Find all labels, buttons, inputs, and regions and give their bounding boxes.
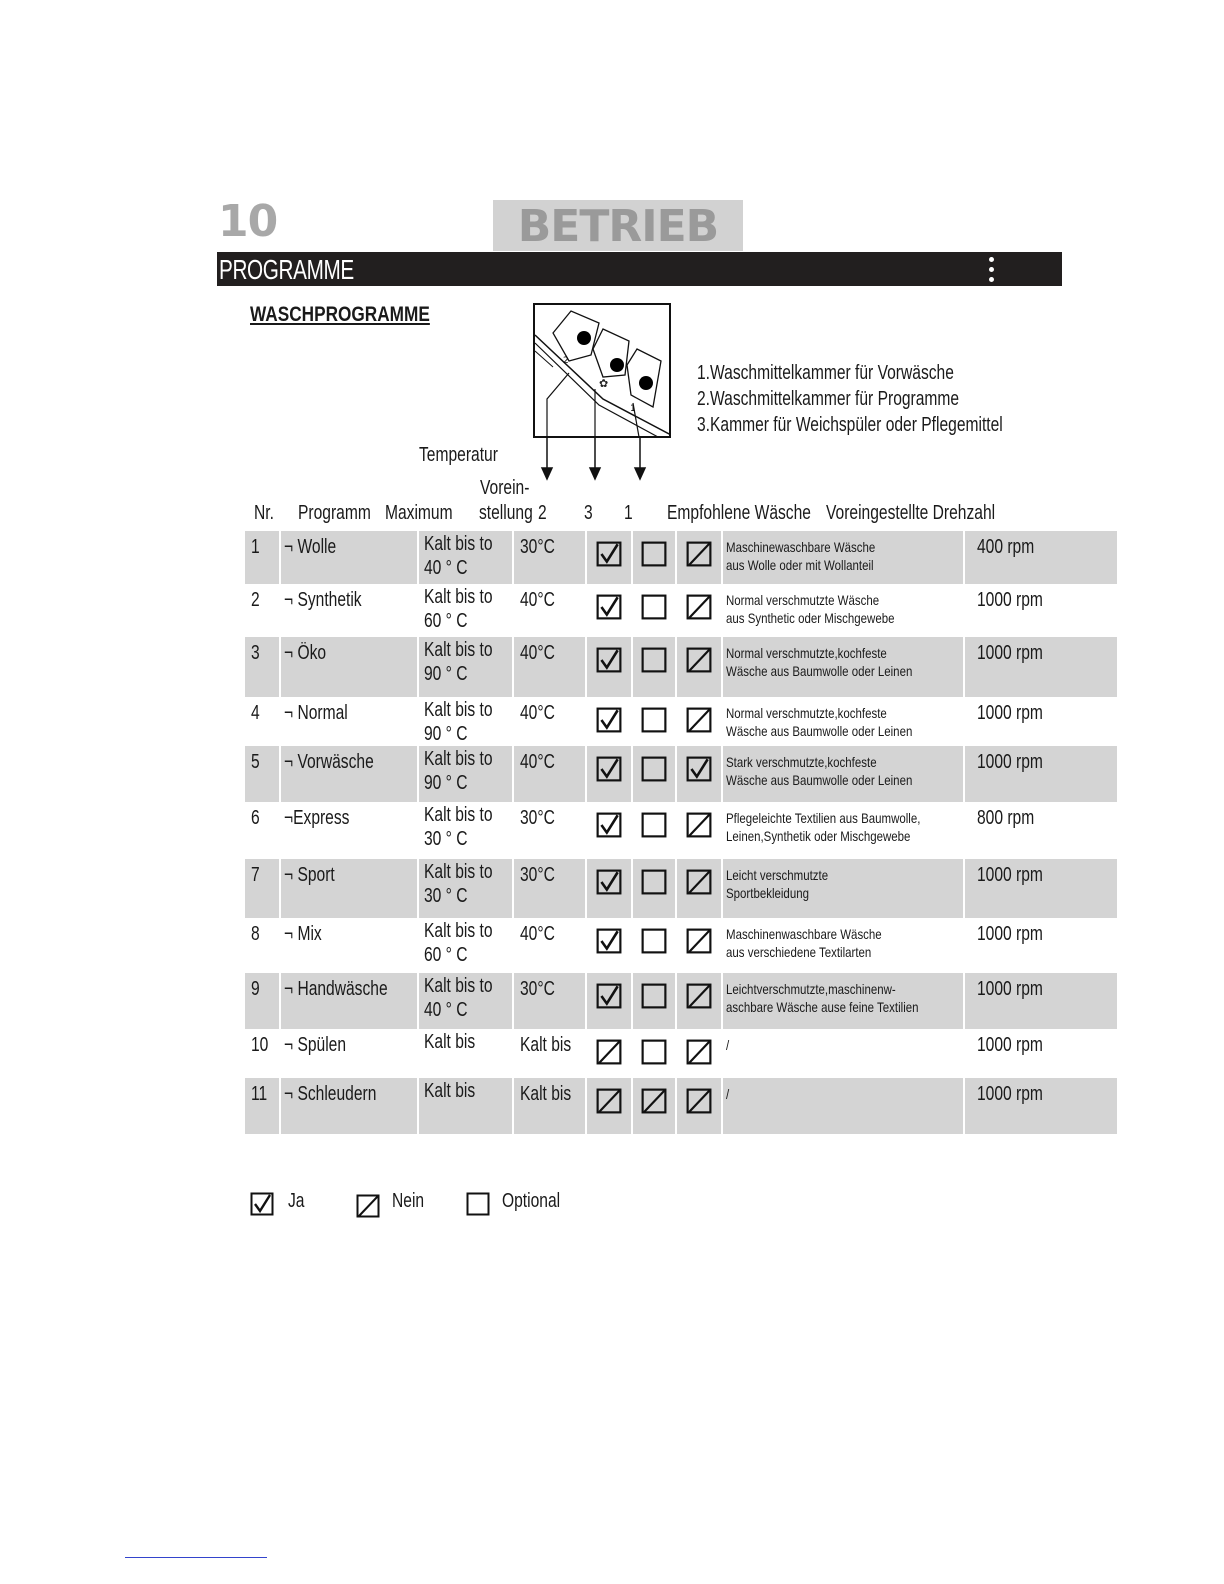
symbol-legend	[250, 1190, 650, 1220]
program-preset: Kalt bis	[519, 1083, 571, 1105]
more-dots-icon	[989, 257, 995, 287]
program-table	[243, 531, 1119, 1134]
check-icon	[596, 756, 622, 782]
program-row	[245, 584, 1117, 637]
program-row	[245, 746, 1117, 802]
program-name: ¬ Handwäsche	[284, 978, 388, 1000]
program-rpm: 1000 rpm	[977, 751, 1044, 773]
program-preset: 40°C	[519, 751, 555, 773]
program-preset: 30°C	[519, 536, 555, 558]
program-nr: 5	[251, 751, 260, 773]
program-row	[245, 859, 1117, 918]
header-empfohlene-waesche: Empfohlene Wäsche	[667, 502, 811, 524]
program-rpm: 400 rpm	[977, 536, 1035, 558]
section-bar	[217, 252, 1062, 286]
program-name: ¬ Mix	[284, 923, 322, 945]
program-preset: 30°C	[519, 978, 555, 1000]
diagram-label-1: 1	[630, 404, 636, 414]
slash-box-icon	[686, 812, 712, 838]
program-rpm: 1000 rpm	[977, 923, 1044, 945]
program-maximum: Kalt bis	[423, 1031, 476, 1053]
program-rpm: 1000 rpm	[977, 864, 1044, 886]
program-name: ¬Express	[284, 807, 350, 829]
subtitle: WASCHPROGRAMME	[250, 303, 430, 326]
program-name: ¬ Wolle	[284, 536, 337, 558]
check-icon	[596, 594, 622, 620]
program-name: ¬ Synthetik	[284, 589, 362, 611]
legend-optional-icon	[466, 1192, 490, 1216]
program-nr: 1	[251, 536, 260, 558]
program-maximum: Kalt bis to 60 ° C	[423, 586, 493, 632]
slash-box-icon	[686, 594, 712, 620]
program-preset: 30°C	[519, 864, 555, 886]
header-voreinstellung-1: Vorein-	[480, 477, 530, 499]
empty-box-icon	[641, 707, 667, 733]
program-rpm: 800 rpm	[977, 807, 1035, 829]
program-row	[245, 918, 1117, 973]
legend-ja-label: Ja	[288, 1190, 305, 1212]
empty-box-icon	[641, 647, 667, 673]
program-preset: 30°C	[519, 807, 555, 829]
program-laundry: /	[726, 1086, 730, 1102]
empty-box-icon	[641, 812, 667, 838]
slash-box-icon	[686, 647, 712, 673]
check-icon	[596, 928, 622, 954]
header-compartment-3: 3	[584, 502, 593, 524]
program-rpm: 1000 rpm	[977, 702, 1044, 724]
program-maximum: Kalt bis to 60 ° C	[423, 920, 493, 966]
slash-box-icon	[686, 707, 712, 733]
header-nr: Nr.	[254, 502, 274, 524]
program-nr: 8	[251, 923, 260, 945]
program-nr: 4	[251, 702, 260, 724]
program-rpm: 1000 rpm	[977, 978, 1044, 1000]
slash-box-icon	[596, 1088, 622, 1114]
program-laundry: Leicht verschmutzte Sportbekleidung	[726, 867, 829, 901]
program-nr: 3	[251, 642, 260, 664]
program-row	[245, 697, 1117, 746]
program-row	[245, 531, 1117, 584]
program-row	[245, 802, 1117, 859]
slash-box-icon	[596, 1039, 622, 1065]
program-laundry: Normal verschmutzte,kochfeste Wäsche aus Baumwolle oder Leinen	[726, 645, 913, 679]
check-icon	[596, 983, 622, 1009]
slash-box-icon	[686, 983, 712, 1009]
program-nr: 2	[251, 589, 260, 611]
check-icon	[596, 541, 622, 567]
check-icon	[596, 707, 622, 733]
slash-box-icon	[686, 541, 712, 567]
compartment-list	[697, 360, 1089, 438]
program-laundry: Maschinenwaschbare Wäsche aus verschiedene Textilarten	[726, 926, 882, 960]
compartment-3: 3.Kammer für Weichspüler oder Pflegemittel	[697, 414, 1003, 436]
header-voreinstellung-2: stellung	[479, 502, 533, 524]
program-preset: 40°C	[519, 589, 555, 611]
check-icon	[596, 869, 622, 895]
program-maximum: Kalt bis to 90 ° C	[423, 748, 493, 794]
compartment-arrows	[520, 436, 660, 482]
program-rpm: 1000 rpm	[977, 642, 1044, 664]
empty-box-icon	[641, 928, 667, 954]
compartment-2: 2.Waschmittelkammer für Programme	[697, 388, 960, 410]
program-maximum: Kalt bis to 30 ° C	[423, 804, 493, 850]
program-nr: 10	[251, 1034, 269, 1056]
compartment-1: 1.Waschmittelkammer für Vorwäsche	[697, 362, 954, 384]
legend-ja-icon	[250, 1192, 274, 1216]
slash-box-icon	[686, 869, 712, 895]
program-preset: Kalt bis	[519, 1034, 571, 1056]
program-name: ¬ Sport	[284, 864, 335, 886]
page-number: 10	[218, 196, 278, 247]
flower-icon: ✿	[599, 377, 609, 390]
program-laundry: /	[726, 1037, 730, 1053]
program-maximum: Kalt bis to 40 ° C	[423, 975, 493, 1021]
program-maximum: Kalt bis to 90 ° C	[423, 639, 493, 685]
slash-box-icon	[686, 1039, 712, 1065]
program-nr: 6	[251, 807, 260, 829]
slash-box-icon	[356, 1194, 380, 1218]
program-laundry: Normal verschmutzte Wäsche aus Synthetic oder Mischgewebe	[726, 592, 895, 626]
program-name: ¬ Vorwäsche	[284, 751, 374, 773]
program-row	[245, 1029, 1117, 1078]
program-laundry: Normal verschmutzte,kochfeste Wäsche aus Baumwolle oder Leinen	[726, 705, 913, 739]
header-drehzahl: Voreingestellte Drehzahl	[826, 502, 996, 524]
empty-box-icon	[466, 1192, 490, 1216]
program-name: ¬ Öko	[284, 642, 327, 664]
legend-nein-label: Nein	[392, 1190, 425, 1212]
program-nr: 7	[251, 864, 260, 886]
program-rpm: 1000 rpm	[977, 589, 1044, 611]
check-icon	[250, 1192, 274, 1216]
program-row	[245, 1078, 1117, 1134]
footer-rule	[125, 1557, 267, 1558]
check-icon	[596, 812, 622, 838]
header-compartment-1: 1	[624, 502, 633, 524]
program-preset: 40°C	[519, 642, 555, 664]
legend-optional-label: Optional	[502, 1190, 561, 1212]
program-maximum: Kalt bis to 40 ° C	[423, 533, 493, 579]
empty-box-icon	[641, 869, 667, 895]
header-maximum: Maximum	[385, 502, 453, 524]
program-row	[245, 973, 1117, 1029]
program-laundry: Pflegeleichte Textilien aus Baumwolle, Leinen,Synthetik oder Mischgewebe	[726, 810, 921, 844]
program-preset: 40°C	[519, 702, 555, 724]
program-row	[245, 637, 1117, 697]
slash-box-icon	[641, 1088, 667, 1114]
header-compartment-2: 2	[538, 502, 547, 524]
program-preset: 40°C	[519, 923, 555, 945]
program-rpm: 1000 rpm	[977, 1034, 1044, 1056]
program-rpm: 1000 rpm	[977, 1083, 1044, 1105]
check-icon	[596, 647, 622, 673]
legend-nein-icon	[356, 1194, 380, 1218]
program-laundry: Maschinewaschbare Wäsche aus Wolle oder mit Wollanteil	[726, 539, 876, 573]
program-laundry: Leichtverschmutzte,maschinenw- aschbare Wäsche ause feine Textilien	[726, 981, 919, 1015]
check-icon	[686, 756, 712, 782]
empty-box-icon	[641, 756, 667, 782]
slash-box-icon	[686, 1088, 712, 1114]
header-temperatur: Temperatur	[419, 444, 498, 466]
program-name: ¬ Normal	[284, 702, 348, 724]
program-maximum: Kalt bis to 30 ° C	[423, 861, 493, 907]
program-laundry: Stark verschmutzte,kochfeste Wäsche aus Baumwolle oder Leinen	[726, 754, 913, 788]
program-nr: 11	[251, 1083, 268, 1105]
slash-box-icon	[686, 928, 712, 954]
detergent-drawer-diagram	[533, 303, 671, 438]
header-programm: Programm	[298, 502, 371, 524]
empty-box-icon	[641, 594, 667, 620]
chapter-title: BETRIEB	[493, 200, 743, 251]
empty-box-icon	[641, 541, 667, 567]
empty-box-icon	[641, 1039, 667, 1065]
program-name: ¬ Schleudern	[284, 1083, 377, 1105]
empty-box-icon	[641, 983, 667, 1009]
section-title: PROGRAMME	[219, 254, 354, 285]
program-maximum: Kalt bis to 90 ° C	[423, 699, 493, 745]
diagram-label-2: 2	[563, 356, 569, 366]
program-nr: 9	[251, 978, 260, 1000]
program-name: ¬ Spülen	[284, 1034, 347, 1056]
program-maximum: Kalt bis	[423, 1080, 476, 1102]
